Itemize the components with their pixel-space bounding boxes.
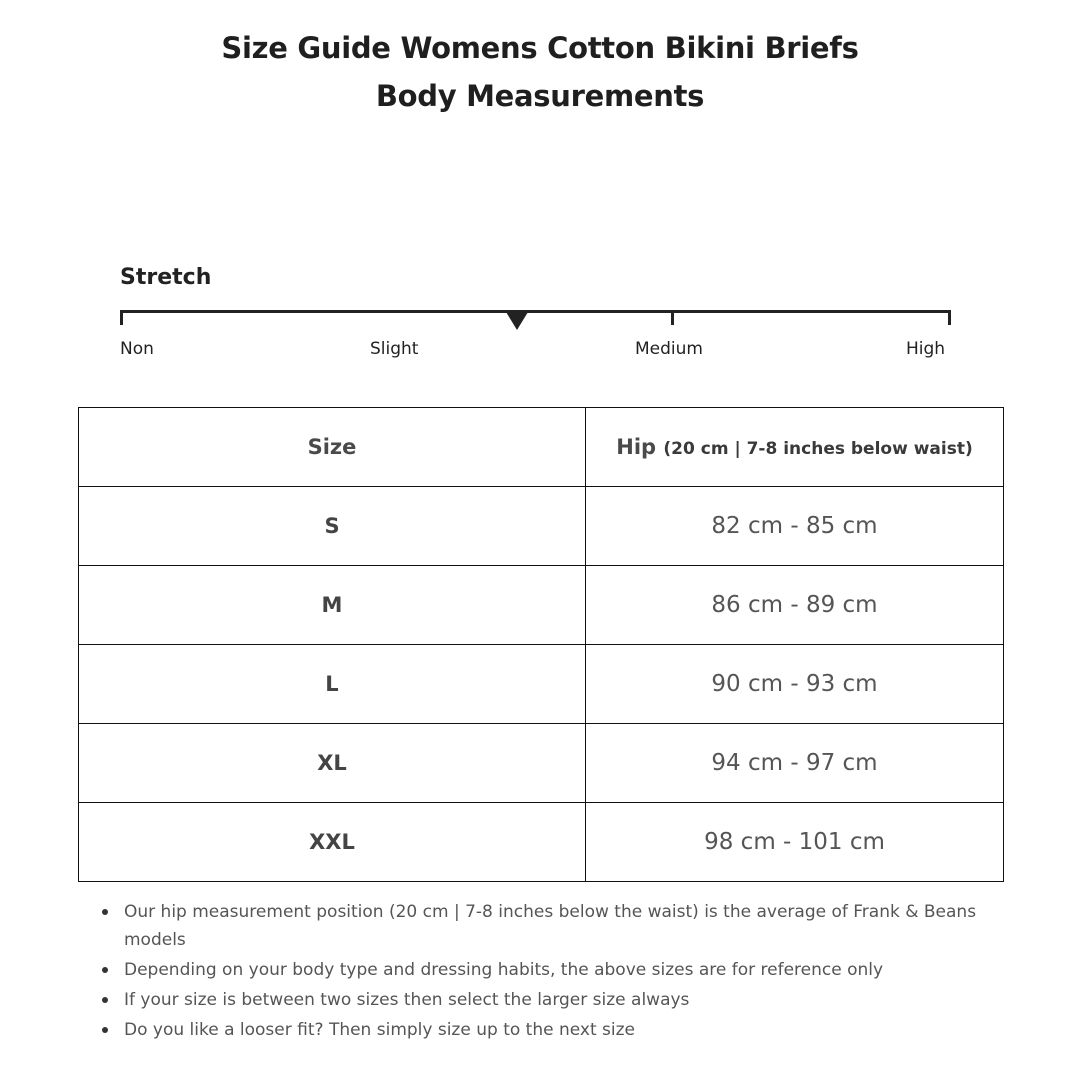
stretch-label-slight: Slight	[370, 339, 419, 359]
table-row	[79, 803, 1004, 882]
stretch-tick-high	[948, 310, 951, 325]
list-item: Our hip measurement position (20 cm | 7-8 inches below the waist) is the average of Frank & Beans models	[124, 898, 1004, 954]
hip-cell: 86 cm - 89 cm	[586, 566, 1004, 645]
header-size: Size	[79, 408, 586, 487]
size-cell: XXL	[79, 803, 586, 882]
list-item: Do you like a looser fit? Then simply size up to the next size	[124, 1016, 1004, 1044]
header-hip-note: (20 cm | 7-8 inches below waist)	[663, 439, 973, 459]
page-title-line-1: Size Guide Womens Cotton Bikini Briefs	[221, 31, 859, 65]
page-title-line-2: Body Measurements	[375, 79, 705, 113]
table-row	[79, 645, 1004, 724]
list-item: Depending on your body type and dressing habits, the above sizes are for reference only	[124, 956, 1004, 984]
stretch-tick-non	[120, 310, 123, 325]
size-cell: L	[79, 645, 586, 724]
hip-cell: 98 cm - 101 cm	[586, 803, 1004, 882]
table-header-row	[79, 408, 1004, 487]
stretch-label-medium: Medium	[635, 339, 703, 359]
hip-cell: 90 cm - 93 cm	[586, 645, 1004, 724]
page-title	[0, 24, 1080, 120]
size-table	[78, 407, 1004, 882]
list-item: If your size is between two sizes then select the larger size always	[124, 986, 1004, 1014]
stretch-scale-line	[120, 310, 951, 313]
stretch-tick-medium	[671, 310, 674, 325]
table-row	[79, 487, 1004, 566]
header-hip	[586, 408, 1004, 487]
table-row	[79, 724, 1004, 803]
hip-cell: 82 cm - 85 cm	[586, 487, 1004, 566]
stretch-marker-icon	[506, 312, 528, 330]
header-hip-label: Hip	[616, 435, 657, 459]
stretch-scale	[120, 310, 951, 330]
notes-list	[124, 898, 1004, 1046]
size-cell: M	[79, 566, 586, 645]
size-cell: S	[79, 487, 586, 566]
size-cell: XL	[79, 724, 586, 803]
stretch-heading: Stretch	[120, 265, 212, 290]
table-row	[79, 566, 1004, 645]
hip-cell: 94 cm - 97 cm	[586, 724, 1004, 803]
stretch-label-non: Non	[120, 339, 154, 359]
stretch-label-high: High	[906, 339, 946, 359]
